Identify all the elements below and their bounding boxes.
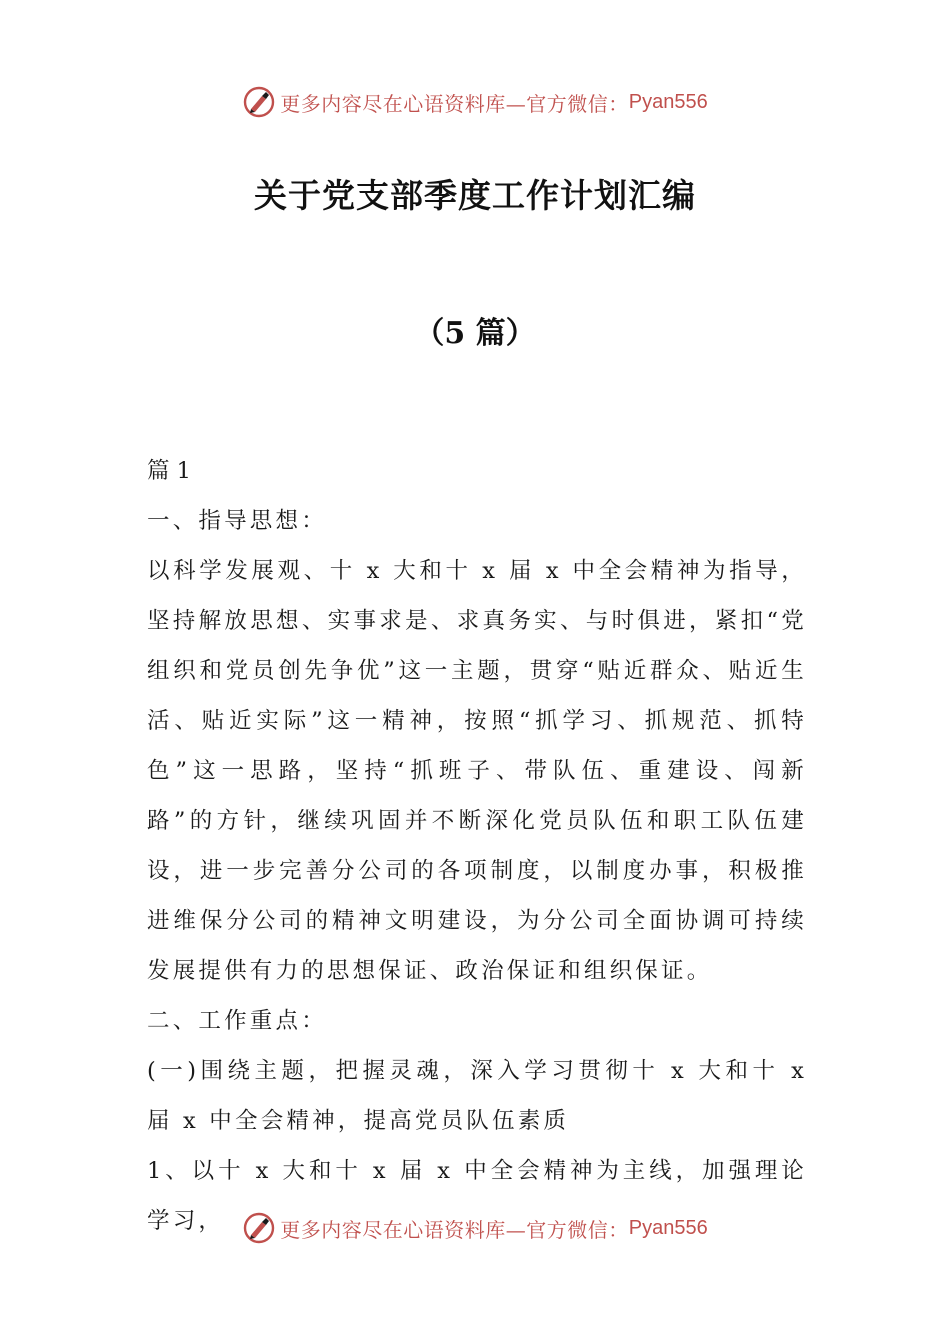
- document-title: 关于党支部季度工作计划汇编: [254, 176, 696, 215]
- watermark-id: Pyan556: [628, 90, 708, 113]
- list-item-1: 1、以十 x 大和十 x 届 x 中全会精神为主线，加强理论学习，: [147, 1158, 807, 1234]
- logo-icon: [242, 1211, 276, 1245]
- watermark-banner-bottom: [0, 1208, 950, 1248]
- subheading-1: (一)围绕主题，把握灵魂，深入学习贯彻十 x 大和十 x 届 x 中全会精神，提高党员队伍素质: [147, 1058, 807, 1134]
- logo-icon: [242, 85, 276, 119]
- watermark-banner-top: [0, 82, 950, 122]
- document-subtitle: （5 篇）: [414, 316, 536, 351]
- watermark-text: 更多内容尽在心语资料库—官方微信：: [280, 1217, 629, 1242]
- heading-guiding-ideology: 一、指导思想：: [147, 508, 327, 534]
- heading-work-focus: 二、工作重点：: [147, 1008, 327, 1034]
- watermark-id: Pyan556: [628, 1216, 708, 1239]
- watermark-text: 更多内容尽在心语资料库—官方微信：: [280, 91, 629, 116]
- paragraph-guiding-ideology: 以科学发展观、十 x 大和十 x 届 x 中全会精神为指导，坚持解放思想、实事求是、求真务实、与时俱进，紧扣“党组织和党员创先争优”这一主题，贯穿“贴近群众、贴近生活、贴近实际”这一精神，按照“抓学习、抓规范、抓特色”这一思路，坚持“抓班子、带队伍、重建设、闯新路”的方针，继续巩固并不断深化党员队伍和职工队伍建设，进一步完善分公司的各项制度，以制度办事，积极推进维保分公司的精神文明建设，为分公司全面协调可持续发展提供有力的思想保证、政治保证和组织保证。: [147, 558, 807, 984]
- document-body: [147, 446, 807, 1246]
- section-label: 篇 1: [147, 458, 191, 484]
